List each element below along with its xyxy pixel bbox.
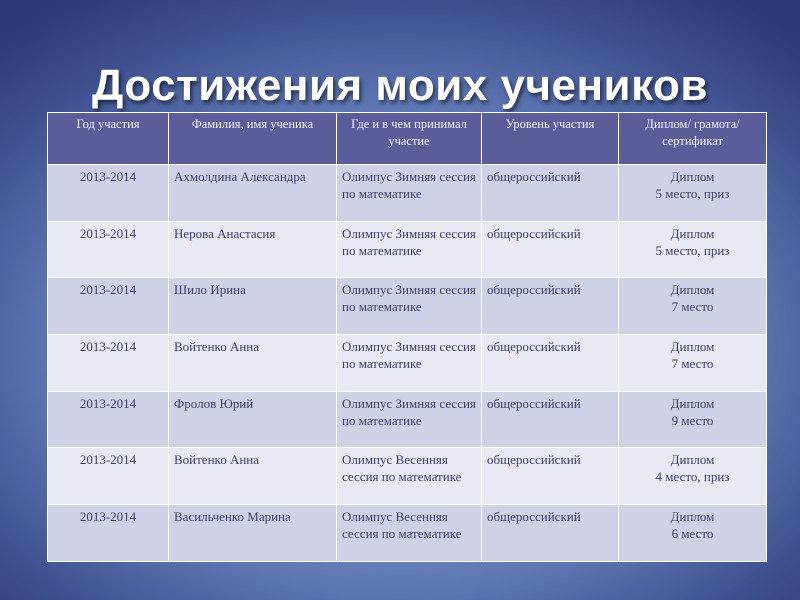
cell-event: Олимпус Зимняя сессия по математике — [337, 165, 482, 222]
table-row — [48, 278, 767, 335]
award-title: Диплом — [670, 395, 715, 411]
award-place: 7 место — [671, 356, 714, 372]
table-row — [48, 221, 767, 278]
cell-year: 2013-2014 — [48, 278, 169, 335]
award-title: Диплом — [670, 339, 715, 355]
cell-level: общероссийский — [482, 391, 619, 448]
cell-student-name: Войтенко Анна — [169, 335, 337, 392]
cell-year: 2013-2014 — [48, 448, 169, 505]
cell-student-name: Фролов Юрий — [169, 391, 337, 448]
header-where: Где и в чем принимал участие — [337, 113, 482, 165]
cell-event: Олимпус Весенняя сессия по математике — [337, 505, 482, 562]
cell-level: общероссийский — [482, 221, 619, 278]
header-year: Год участия — [48, 113, 169, 165]
header-name: Фамилия, имя ученика — [169, 113, 337, 165]
cell-event: Олимпус Зимняя сессия по математике — [337, 278, 482, 335]
slide-title: Достижения моих учеников — [92, 61, 708, 111]
cell-year: 2013-2014 — [48, 335, 169, 392]
award-place: 7 место — [671, 299, 714, 315]
cell-event: Олимпус Зимняя сессия по математике — [337, 221, 482, 278]
cell-level: общероссийский — [482, 505, 619, 562]
cell-event: Олимпус Весенняя сессия по математике — [337, 448, 482, 505]
cell-event: Олимпус Зимняя сессия по математике — [337, 335, 482, 392]
cell-award — [619, 221, 767, 278]
cell-student-name: Войтенко Анна — [169, 448, 337, 505]
table-row — [48, 391, 767, 448]
table-body — [48, 165, 767, 562]
award-title: Диплом — [670, 169, 715, 184]
award-place: 5 место, приз — [655, 242, 730, 258]
cell-award — [619, 391, 767, 448]
cell-student-name: Шило Ирина — [169, 278, 337, 335]
award-title: Диплом — [670, 452, 715, 468]
cell-year: 2013-2014 — [48, 505, 169, 562]
award-place: 5 место, приз — [655, 186, 730, 201]
award-place: 9 место — [671, 412, 714, 428]
cell-level: общероссийский — [482, 165, 619, 222]
header-row — [48, 113, 767, 165]
cell-student-name: Ахмолдина Александра — [169, 165, 337, 222]
table-row — [48, 448, 767, 505]
table-row — [48, 335, 767, 392]
table-header — [48, 113, 767, 165]
header-level: Уровень участия — [482, 113, 619, 165]
cell-award — [619, 335, 767, 392]
cell-award — [619, 505, 767, 562]
cell-year: 2013-2014 — [48, 165, 169, 222]
cell-year: 2013-2014 — [48, 391, 169, 448]
cell-award — [619, 165, 767, 222]
award-place: 6 место — [671, 526, 714, 542]
cell-student-name: Васильченко Марина — [169, 505, 337, 562]
cell-event: Олимпус Зимняя сессия по математике — [337, 391, 482, 448]
cell-year: 2013-2014 — [48, 221, 169, 278]
award-title: Диплом — [670, 282, 715, 298]
cell-student-name: Нерова Анастасия — [169, 221, 337, 278]
header-award: Диплом/ грамота/ сертификат — [619, 113, 767, 165]
award-title: Диплом — [670, 509, 715, 525]
cell-award — [619, 278, 767, 335]
award-place: 4 место, приз — [655, 469, 730, 485]
cell-level: общероссийский — [482, 335, 619, 392]
achievements-table — [47, 112, 767, 562]
table-row — [48, 165, 767, 222]
cell-award — [619, 448, 767, 505]
cell-level: общероссийский — [482, 448, 619, 505]
cell-level: общероссийский — [482, 278, 619, 335]
table-row — [48, 505, 767, 562]
award-title: Диплом — [670, 225, 715, 241]
